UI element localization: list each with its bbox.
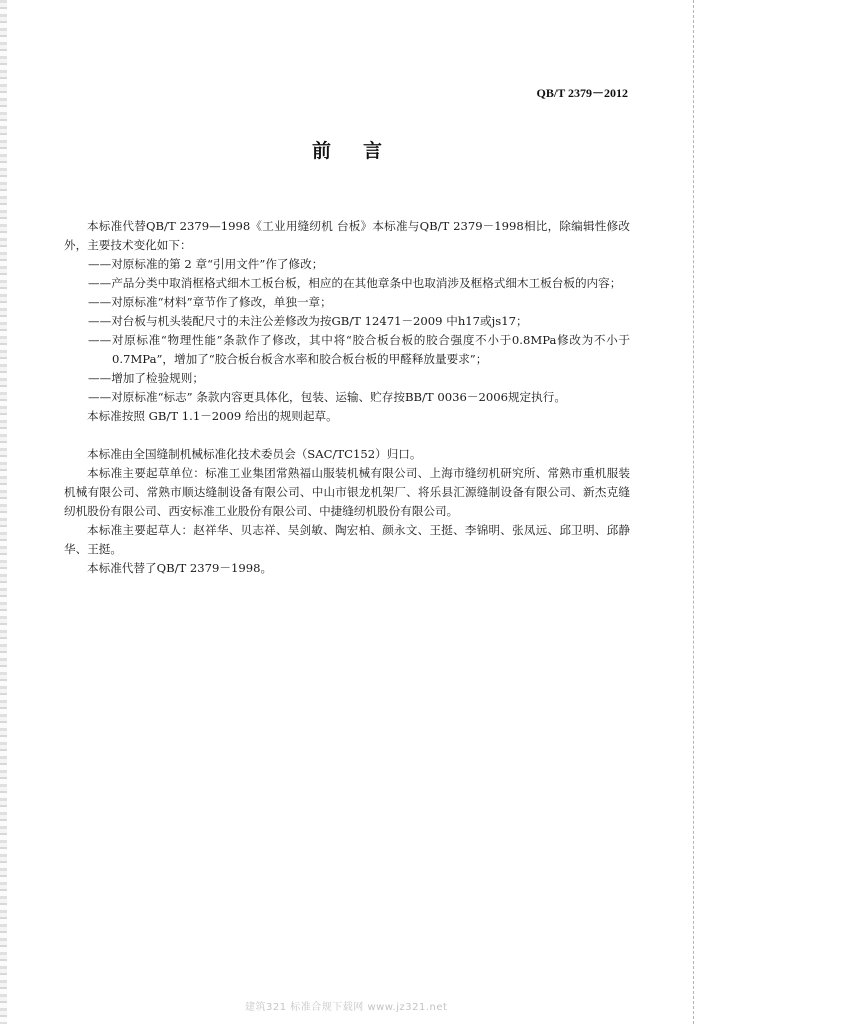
change-item-2: ——产品分类中取消框格式细木工板台板，相应的在其他章条中也取消涉及框格式细木工板台板的内容； bbox=[88, 276, 622, 290]
watermark-footer: 建筑321 标准合规下载网 www.jz321.net bbox=[245, 1002, 448, 1013]
foreword-body bbox=[64, 217, 630, 578]
paragraph-gap bbox=[64, 426, 630, 445]
replaces-paragraph: 本标准代替了QB/T 2379－1998。 bbox=[87, 561, 273, 575]
change-item-6: ——增加了检验规则； bbox=[88, 371, 204, 385]
drafting-units-paragraph: 本标准主要起草单位：标准工业集团常熟福山服装机械有限公司、上海市缝纫机研究所、常熟市重机服装机械有限公司、常熟市顺达缝制设备有限公司、中山市银龙机架厂、将乐县汇源缝制设备有限公司、新杰克缝纫机股份有限公司、西安标准工业股份有限公司、中捷缝纫机股份有限公司。 bbox=[64, 466, 630, 518]
committee-paragraph: 本标准由全国缝制机械标准化技术委员会（SAC/TC152）归口。 bbox=[87, 447, 422, 461]
change-item-4: ——对台板与机头装配尺寸的未注公差修改为按GB/T 12471－2009 中h17或js17； bbox=[88, 314, 528, 328]
change-item-7: ——对原标准“标志” 条款内容更具体化，包装、运输、贮存按BB/T 0036－2006规定执行。 bbox=[88, 390, 566, 404]
intro-paragraph: 本标准代替QB/T 2379—1998《工业用缝纫机 台板》本标准与QB/T 2379－1998相比，除编辑性修改外，主要技术变化如下： bbox=[64, 219, 630, 252]
drafters-paragraph: 本标准主要起草人：赵祥华、贝志祥、吴剑敏、陶宏柏、颜永文、王挺、李锦明、张凤远、邱卫明、邱静华、王挺。 bbox=[64, 523, 630, 556]
page-title-char-2: 言 bbox=[362, 140, 382, 162]
standard-code: QB/T 2379－2012 bbox=[536, 86, 628, 100]
drafting-rule-paragraph: 本标准按照 GB/T 1.1－2009 给出的规则起草。 bbox=[87, 409, 338, 423]
change-item-1: ——对原标准的第 2 章“引用文件”作了修改； bbox=[88, 257, 324, 271]
scan-edge-artifact bbox=[0, 0, 7, 1024]
page-title-char-1: 前 bbox=[312, 140, 332, 162]
change-item-3: ——对原标准“材料”章节作了修改，单独一章； bbox=[88, 295, 332, 309]
page-title bbox=[312, 136, 382, 163]
page-margin-rule bbox=[693, 0, 694, 1024]
change-item-5: ——对原标准“物理性能”条款作了修改，其中将“胶合板台板的胶合强度不小于0.8MPa修改为不小于0.7MPa”，增加了“胶合板台板含水率和胶合板台板的甲醛释放量要求”； bbox=[88, 333, 630, 366]
